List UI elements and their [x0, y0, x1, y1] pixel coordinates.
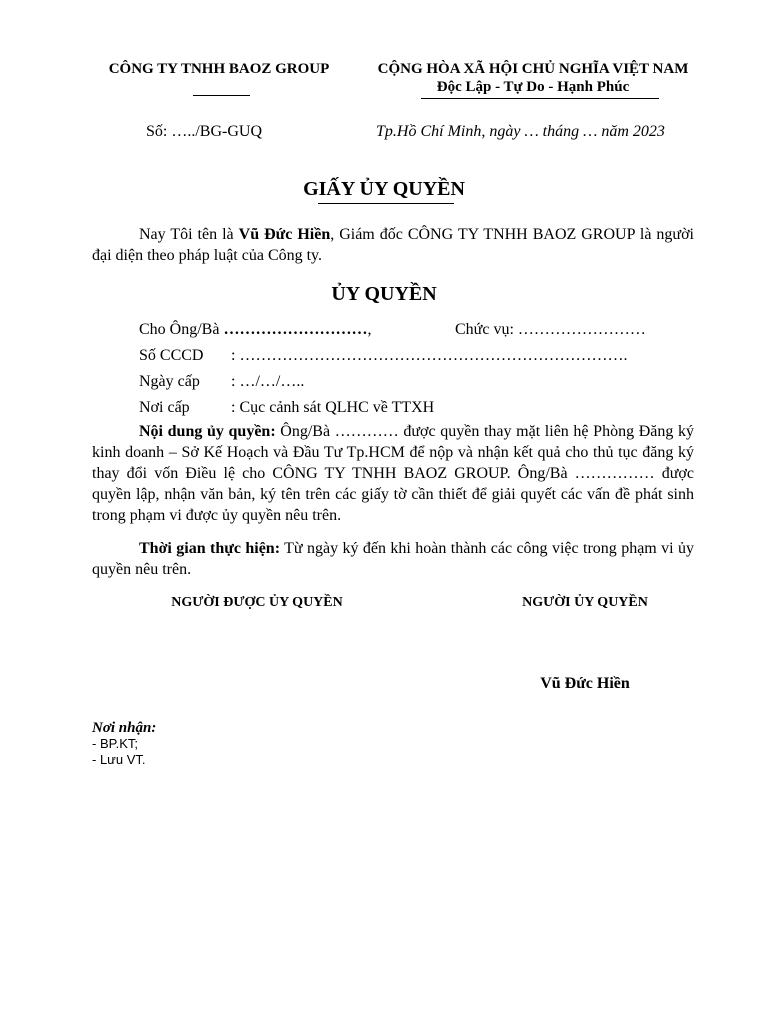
- id-value: : ……………………………………………………………….: [231, 347, 628, 364]
- issue-place-value: : Cục cảnh sát QLHC về TTXH: [231, 399, 435, 416]
- title-underline: [318, 203, 454, 204]
- duration-text: Từ ngày ký đến khi hoàn thành các công việc trong phạm vi ủy quyền nêu trên.: [92, 540, 694, 578]
- recipient-item: - Lưu VT.: [92, 752, 146, 767]
- nation-name: CỘNG HÒA XÃ HỘI CHỦ NGHĨA VIỆT NAM: [377, 61, 689, 77]
- document-title: GIẤY ỦY QUYỀN: [303, 178, 465, 200]
- signer-name: Vũ Đức Hiền: [540, 675, 630, 692]
- position-field: Chức vụ: ……………………: [455, 321, 646, 338]
- intro-prefix: Nay Tôi tên là: [139, 226, 239, 243]
- id-label: Số CCCD: [139, 347, 204, 364]
- authorization-content: [92, 421, 694, 526]
- document-number: Số: …../BG-GUQ: [146, 123, 263, 140]
- duration-paragraph: [92, 538, 694, 580]
- recipient-dots: ………………………: [223, 321, 368, 338]
- content-label: Nội dung ủy quyền:: [139, 423, 276, 440]
- section-subtitle: ỦY QUYỀN: [331, 283, 437, 305]
- issue-place-label: Nơi cấp: [139, 399, 190, 416]
- grantee-signature-title: NGƯỜI ĐƯỢC ỦY QUYỀN: [171, 595, 343, 610]
- company-name: CÔNG TY TNHH BAOZ GROUP: [108, 61, 330, 77]
- recipient-item: - BP.KT;: [92, 736, 139, 751]
- content-text: Ông/Bà ………… được quyền thay mặt liên hệ Phòng Đăng ký kinh doanh – Sở Kế Hoạch và Đầu Tư Tp.HCM để nộp và nhận kết quả cho thủ tục đăng ký thay đổi vốn Điều lệ cho CÔNG TY TNHH BAOZ GROUP. Ông/Bà …………… được quyền lập, nhận văn bản, ký tên trên các giấy tờ cần thiết để giải quyết các vấn đề phát sinh trong phạm vi được ủy quyền nêu trên.: [92, 423, 695, 524]
- issue-date-value: : …/…/…..: [231, 373, 305, 390]
- date-line: Tp.Hồ Chí Minh, ngày … tháng … năm 2023: [376, 123, 665, 140]
- intro-paragraph: [92, 224, 694, 266]
- company-underline: [193, 95, 250, 96]
- recipient-comma: ,: [367, 321, 372, 338]
- motto-underline: [421, 98, 659, 99]
- intro-suffix: , Giám đốc CÔNG TY TNHH BAOZ GROUP là người đại diện theo pháp luật của Công ty.: [92, 226, 694, 264]
- recipient-label: Cho Ông/Bà: [139, 321, 224, 338]
- recipients-title: Nơi nhận:: [92, 720, 157, 736]
- recipient-field: [139, 319, 371, 340]
- issue-date-label: Ngày cấp: [139, 373, 200, 390]
- national-motto: Độc Lập - Tự Do - Hạnh Phúc: [436, 79, 630, 95]
- grantor-name: Vũ Đức Hiền: [238, 226, 331, 243]
- duration-label: Thời gian thực hiện:: [139, 540, 281, 557]
- grantor-signature-title: NGƯỜI ỦY QUYỀN: [522, 595, 648, 610]
